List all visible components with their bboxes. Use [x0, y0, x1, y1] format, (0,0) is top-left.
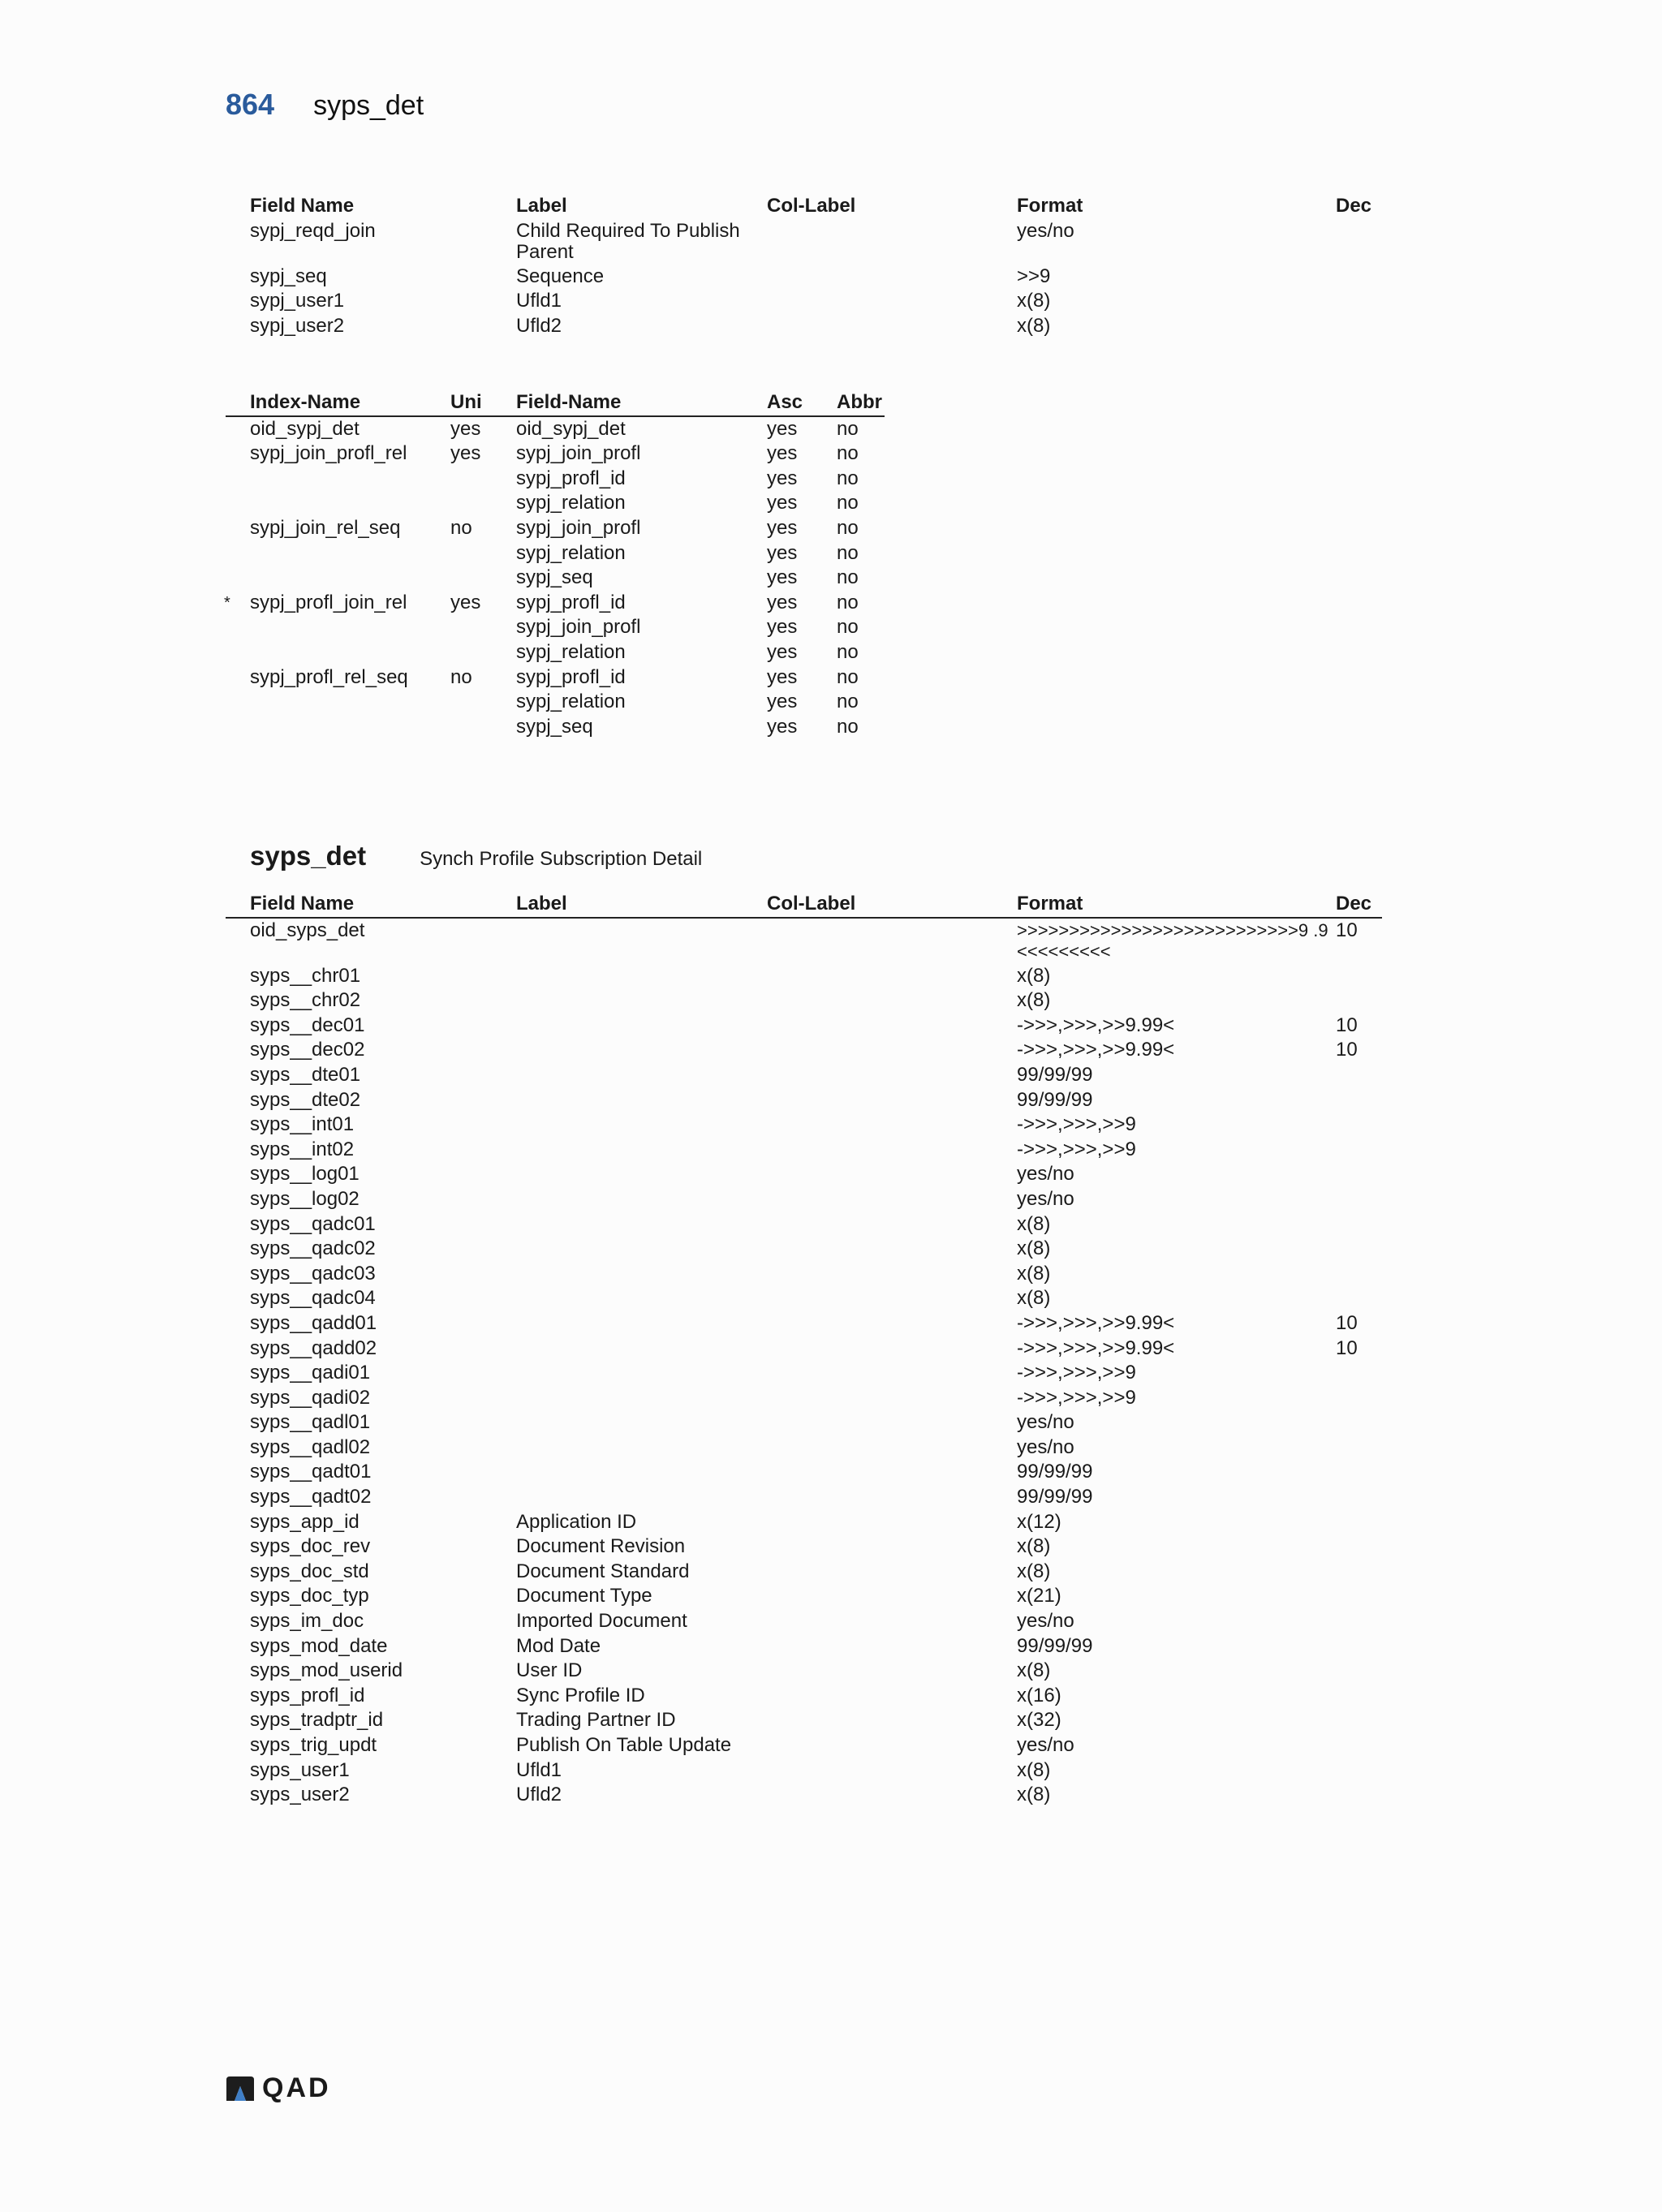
- label-cell: Ufld2: [516, 1784, 562, 1806]
- field-name-cell: sypj_seq: [516, 566, 593, 589]
- section-name: syps_det: [250, 841, 367, 871]
- table-row: [250, 665, 885, 691]
- format-cell: ->>>,>>>,>>9: [1017, 1386, 1136, 1409]
- table-header: [226, 390, 885, 417]
- column-header: Field Name: [250, 893, 355, 914]
- table-header: [250, 194, 1382, 219]
- format-cell: x(8): [1017, 1212, 1051, 1235]
- field-name-cell: oid_syps_det: [250, 919, 365, 941]
- field-name-cell: syps__chr02: [250, 989, 361, 1012]
- field-name-cell: sypj_seq: [516, 715, 593, 738]
- column-header: Asc: [767, 391, 803, 413]
- column-header: Abbr: [837, 391, 882, 413]
- field-name-cell: syps_profl_id: [250, 1684, 365, 1706]
- table-row: [250, 1460, 1382, 1485]
- label-cell: Child Required To Publish Parent: [516, 219, 740, 263]
- format-cell: x(8): [1017, 964, 1051, 987]
- format-cell: x(12): [1017, 1510, 1061, 1533]
- table-row: [250, 1708, 1382, 1733]
- primary-index-marker: *: [224, 593, 230, 612]
- format-cell: x(8): [1017, 1784, 1051, 1806]
- qad-logo: [225, 2072, 331, 2104]
- format-cell: x(8): [1017, 1758, 1051, 1781]
- field-name-cell: syps_doc_rev: [250, 1535, 371, 1558]
- table-row: [250, 1684, 1382, 1709]
- column-header: Col-Label: [767, 195, 856, 217]
- ascending-cell: yes: [767, 442, 798, 465]
- table-row: [250, 1584, 1382, 1609]
- table-row: [250, 265, 1382, 290]
- abbr-cell: no: [837, 616, 859, 639]
- label-cell: Publish On Table Update: [516, 1734, 732, 1756]
- label-cell: Ufld1: [516, 1758, 562, 1781]
- format-cell: yes/no: [1017, 1163, 1074, 1186]
- table-row: [250, 1311, 1382, 1336]
- format-cell: ->>>,>>>,>>9.99<: [1017, 1013, 1175, 1036]
- abbr-cell: no: [837, 665, 859, 688]
- field-name-cell: syps__qadt01: [250, 1461, 372, 1483]
- label-cell: Ufld1: [516, 290, 562, 312]
- ascending-cell: yes: [767, 516, 798, 539]
- field-name-cell: sypj_user2: [250, 314, 345, 337]
- table-row: [250, 1560, 1382, 1585]
- field-name-cell: syps__int02: [250, 1138, 355, 1160]
- field-name-cell: sypj_relation: [516, 691, 626, 713]
- field-name-cell: syps__qadc01: [250, 1212, 376, 1235]
- index-table: [224, 390, 885, 739]
- table-row: [250, 541, 885, 566]
- ascending-cell: yes: [767, 417, 798, 440]
- format-cell: >>9: [1017, 265, 1051, 287]
- table-row: [250, 715, 885, 740]
- column-header: Field-Name: [516, 391, 622, 413]
- column-header: Format: [1017, 893, 1083, 914]
- table-row: [250, 516, 885, 541]
- ascending-cell: yes: [767, 541, 798, 564]
- column-header: Label: [516, 893, 567, 914]
- dec-cell: 10: [1336, 1311, 1358, 1334]
- table-row: [250, 690, 885, 715]
- abbr-cell: no: [837, 691, 859, 713]
- label-cell: Ufld2: [516, 314, 562, 337]
- table-row: [250, 615, 885, 640]
- unique-cell: no: [450, 516, 472, 539]
- column-header: Col-Label: [767, 893, 856, 914]
- index-name-cell: sypj_join_rel_seq: [250, 516, 401, 539]
- table-row: [250, 1609, 1382, 1634]
- format-cell: 99/99/99: [1017, 1634, 1093, 1657]
- field-name-cell: sypj_relation: [516, 640, 626, 663]
- format-cell: ->>>,>>>,>>9.99<: [1017, 1039, 1175, 1061]
- unique-cell: yes: [450, 442, 481, 465]
- column-header: Index-Name: [250, 391, 361, 413]
- table-row: [250, 1510, 1382, 1535]
- table-row: [250, 1038, 1382, 1063]
- table-row: [250, 1336, 1382, 1362]
- table-row: [250, 219, 1382, 265]
- abbr-cell: no: [837, 541, 859, 564]
- format-cell: yes/no: [1017, 1411, 1074, 1434]
- column-header: Uni: [450, 391, 482, 413]
- format-cell: 99/99/99: [1017, 1088, 1093, 1111]
- format-cell: yes/no: [1017, 1187, 1074, 1210]
- table-row: [250, 1286, 1382, 1311]
- table-row: [250, 1534, 1382, 1560]
- field-name-cell: sypj_join_profl: [516, 442, 641, 465]
- ascending-cell: yes: [767, 566, 798, 589]
- unique-cell: yes: [450, 591, 481, 613]
- unique-cell: yes: [450, 417, 481, 440]
- table-row: [250, 640, 885, 665]
- table-row: [250, 919, 1382, 964]
- table-row: [224, 591, 885, 616]
- field-name-cell: sypj_profl_id: [516, 467, 626, 489]
- field-name-cell: syps_app_id: [250, 1510, 360, 1533]
- qad-logo-icon: [225, 2075, 256, 2102]
- table-row: [250, 1112, 1382, 1138]
- table-row: [250, 1410, 1382, 1435]
- format-cell: x(21): [1017, 1585, 1061, 1607]
- field-table-1: [250, 194, 1382, 338]
- field-name-cell: syps__dec01: [250, 1013, 365, 1036]
- field-name-cell: syps__qadd01: [250, 1311, 377, 1334]
- table-row: [250, 491, 885, 516]
- column-header: Field Name: [250, 195, 355, 217]
- abbr-cell: no: [837, 566, 859, 589]
- table-row: [250, 417, 885, 442]
- page-title: syps_det: [313, 90, 424, 121]
- table-row: [250, 1013, 1382, 1039]
- field-name-cell: syps_trig_updt: [250, 1734, 377, 1756]
- format-cell: yes/no: [1017, 1734, 1074, 1756]
- index-name-cell: sypj_profl_join_rel: [250, 591, 407, 613]
- table-row: [250, 1262, 1382, 1287]
- ascending-cell: yes: [767, 616, 798, 639]
- table-row: [250, 314, 1382, 339]
- field-name-cell: syps__qadl01: [250, 1411, 371, 1434]
- field-name-cell: sypj_user1: [250, 290, 345, 312]
- table-row: [250, 441, 885, 467]
- ascending-cell: yes: [767, 591, 798, 613]
- field-name-cell: syps__log01: [250, 1163, 360, 1186]
- format-cell: ->>>,>>>,>>9.99<: [1017, 1336, 1175, 1359]
- dec-cell: 10: [1336, 1336, 1358, 1359]
- abbr-cell: no: [837, 467, 859, 489]
- field-name-cell: syps__int01: [250, 1113, 355, 1136]
- abbr-cell: no: [837, 417, 859, 440]
- field-name-cell: syps__dec02: [250, 1039, 365, 1061]
- dec-cell: 10: [1336, 1039, 1358, 1061]
- label-cell: Document Type: [516, 1585, 652, 1607]
- field-name-cell: syps_mod_date: [250, 1634, 388, 1657]
- format-cell: x(8): [1017, 989, 1051, 1012]
- page-header: [226, 88, 424, 122]
- table-row: [250, 566, 885, 591]
- field-name-cell: syps__qadl02: [250, 1435, 371, 1458]
- field-name-cell: syps__dte01: [250, 1063, 361, 1086]
- table-row: [250, 964, 1382, 989]
- unique-cell: no: [450, 665, 472, 688]
- table-row: [250, 1088, 1382, 1113]
- field-name-cell: syps__dte02: [250, 1088, 361, 1111]
- table-row: [250, 1783, 1382, 1808]
- format-cell: >>>>>>>>>>>>>>>>>>>>>>>>>>>9 .9<<<<<<<<<: [1017, 919, 1328, 962]
- table-row: [250, 1485, 1382, 1510]
- field-name-cell: syps__qadc04: [250, 1287, 376, 1310]
- dec-cell: 10: [1336, 1013, 1358, 1036]
- label-cell: Sync Profile ID: [516, 1684, 645, 1706]
- table-row: [250, 1361, 1382, 1386]
- field-name-cell: syps_user2: [250, 1784, 350, 1806]
- format-cell: x(8): [1017, 1262, 1051, 1285]
- format-cell: ->>>,>>>,>>9: [1017, 1362, 1136, 1384]
- table-row: [250, 1212, 1382, 1237]
- field-table-2: [250, 892, 1382, 1808]
- column-header: Dec: [1336, 195, 1372, 217]
- table-header: [226, 892, 1382, 919]
- ascending-cell: yes: [767, 665, 798, 688]
- section-description: Synch Profile Subscription Detail: [420, 848, 703, 870]
- field-name-cell: sypj_reqd_join: [250, 219, 376, 242]
- dec-cell: 10: [1336, 919, 1358, 941]
- table-row: [250, 467, 885, 492]
- format-cell: ->>>,>>>,>>9: [1017, 1113, 1136, 1136]
- format-cell: x(8): [1017, 1237, 1051, 1260]
- table-row: [250, 1733, 1382, 1758]
- abbr-cell: no: [837, 516, 859, 539]
- field-name-cell: sypj_relation: [516, 492, 626, 514]
- field-name-cell: sypj_seq: [250, 265, 327, 287]
- field-name-cell: syps__qadi01: [250, 1362, 371, 1384]
- format-cell: x(8): [1017, 1535, 1051, 1558]
- logo-text: QAD: [262, 2072, 331, 2103]
- column-header: Format: [1017, 195, 1083, 217]
- table-row: [250, 1634, 1382, 1659]
- ascending-cell: yes: [767, 492, 798, 514]
- label-cell: Sequence: [516, 265, 605, 287]
- ascending-cell: yes: [767, 715, 798, 738]
- abbr-cell: no: [837, 591, 859, 613]
- label-cell: Document Standard: [516, 1560, 690, 1582]
- table-row: [250, 1162, 1382, 1187]
- abbr-cell: no: [837, 715, 859, 738]
- field-name-cell: syps__qadc03: [250, 1262, 376, 1285]
- abbr-cell: no: [837, 442, 859, 465]
- format-cell: yes/no: [1017, 219, 1074, 242]
- field-name-cell: sypj_join_profl: [516, 616, 641, 639]
- ascending-cell: yes: [767, 467, 798, 489]
- table-row: [250, 1435, 1382, 1461]
- label-cell: Mod Date: [516, 1634, 601, 1657]
- format-cell: x(8): [1017, 1659, 1051, 1682]
- abbr-cell: no: [837, 492, 859, 514]
- section-heading: [250, 841, 702, 871]
- field-name-cell: syps__qadd02: [250, 1336, 377, 1359]
- label-cell: Trading Partner ID: [516, 1709, 676, 1732]
- field-name-cell: sypj_join_profl: [516, 516, 641, 539]
- field-name-cell: syps__qadc02: [250, 1237, 376, 1260]
- format-cell: x(8): [1017, 1560, 1051, 1582]
- label-cell: Application ID: [516, 1510, 637, 1533]
- format-cell: 99/99/99: [1017, 1063, 1093, 1086]
- field-name-cell: sypj_profl_id: [516, 591, 626, 613]
- field-name-cell: syps_mod_userid: [250, 1659, 403, 1682]
- label-cell: Imported Document: [516, 1610, 687, 1633]
- format-cell: 99/99/99: [1017, 1461, 1093, 1483]
- table-row: [250, 1386, 1382, 1411]
- index-name-cell: sypj_profl_rel_seq: [250, 665, 408, 688]
- table-row: [250, 1138, 1382, 1163]
- table-row: [250, 988, 1382, 1013]
- format-cell: ->>>,>>>,>>9: [1017, 1138, 1136, 1160]
- label-cell: User ID: [516, 1659, 583, 1682]
- column-header: Dec: [1336, 893, 1372, 914]
- field-name-cell: syps_doc_std: [250, 1560, 369, 1582]
- field-name-cell: sypj_profl_id: [516, 665, 626, 688]
- format-cell: yes/no: [1017, 1435, 1074, 1458]
- format-cell: yes/no: [1017, 1610, 1074, 1633]
- ascending-cell: yes: [767, 640, 798, 663]
- table-row: [250, 1659, 1382, 1684]
- abbr-cell: no: [837, 640, 859, 663]
- field-name-cell: syps__qadt02: [250, 1486, 372, 1508]
- format-cell: x(16): [1017, 1684, 1061, 1706]
- table-row: [250, 1187, 1382, 1212]
- field-name-cell: sypj_relation: [516, 541, 626, 564]
- field-name-cell: syps_user1: [250, 1758, 350, 1781]
- field-name-cell: syps__qadi02: [250, 1386, 371, 1409]
- column-header: Label: [516, 195, 567, 217]
- format-cell: x(8): [1017, 314, 1051, 337]
- page-number: 864: [226, 88, 275, 121]
- format-cell: 99/99/99: [1017, 1486, 1093, 1508]
- label-cell: Document Revision: [516, 1535, 686, 1558]
- table-row: [250, 1063, 1382, 1088]
- field-name-cell: syps_tradptr_id: [250, 1709, 384, 1732]
- field-name-cell: syps_doc_typ: [250, 1585, 369, 1607]
- format-cell: x(8): [1017, 1287, 1051, 1310]
- format-cell: x(32): [1017, 1709, 1061, 1732]
- table-row: [250, 1237, 1382, 1262]
- field-name-cell: syps__log02: [250, 1187, 360, 1210]
- ascending-cell: yes: [767, 691, 798, 713]
- field-name-cell: syps_im_doc: [250, 1610, 364, 1633]
- index-name-cell: oid_sypj_det: [250, 417, 360, 440]
- field-name-cell: oid_sypj_det: [516, 417, 626, 440]
- index-name-cell: sypj_join_profl_rel: [250, 442, 407, 465]
- field-name-cell: syps__chr01: [250, 964, 361, 987]
- table-row: [250, 289, 1382, 314]
- format-cell: ->>>,>>>,>>9.99<: [1017, 1311, 1175, 1334]
- format-cell: x(8): [1017, 290, 1051, 312]
- table-row: [250, 1758, 1382, 1784]
